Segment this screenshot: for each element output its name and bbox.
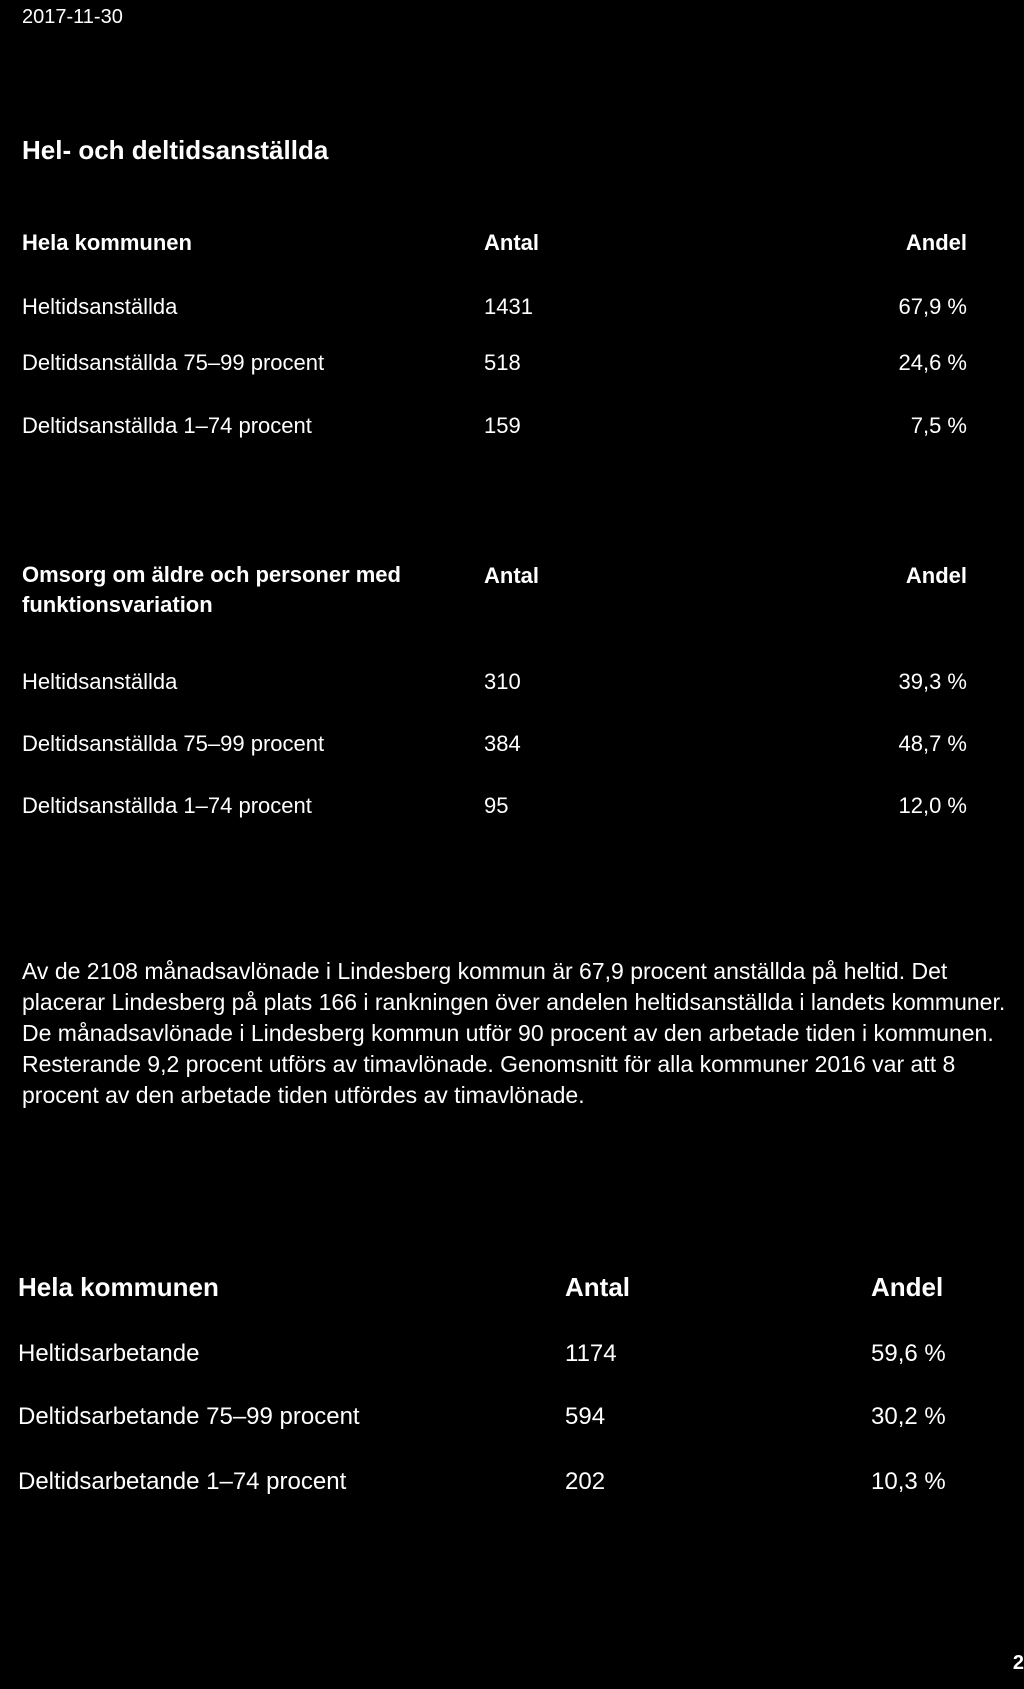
row-count: 1174 — [565, 1340, 617, 1367]
table-header-label: Hela kommunen — [22, 230, 192, 255]
row-label: Deltidsanställda 1–74 procent — [22, 793, 312, 818]
table-header-count: Antal — [484, 563, 539, 588]
row-share: 7,5 % — [910, 413, 967, 438]
row-share: 48,7 % — [898, 731, 967, 756]
row-share: 59,6 % — [871, 1340, 946, 1367]
table-header-share: Andel — [871, 1272, 944, 1302]
row-label: Heltidsanställda — [22, 294, 178, 319]
row-label: Deltidsanställda 1–74 procent — [22, 413, 312, 438]
paragraph-timavlonade: De månadsavlönade i Lindesberg kommun utför 90 procent av den arbetade tiden i kommunen. Resterande 9,2 procent utförs av timavlönade. Genomsnitt för alla kommuner 2016 var att 8 procent av den arbetade tiden utfördes av timavlönade. — [22, 1020, 994, 1108]
row-count: 310 — [484, 669, 521, 694]
table-header-label: Omsorg om äldre och personer med funktionsvariation — [22, 562, 401, 617]
row-label: Deltidsarbetande 75–99 procent — [18, 1403, 360, 1430]
row-count: 1431 — [484, 294, 533, 319]
page-number: 2 — [1012, 1652, 1024, 1674]
table-header-share: Andel — [905, 563, 967, 588]
row-share: 67,9 % — [898, 294, 967, 319]
document-date: 2017-11-30 — [22, 6, 123, 28]
row-count: 159 — [484, 413, 521, 438]
row-share: 39,3 % — [898, 669, 967, 694]
row-count: 594 — [565, 1403, 606, 1430]
row-share: 10,3 % — [871, 1468, 946, 1495]
page-title: Hel- och deltidsanställda — [22, 135, 329, 165]
table-header-share: Andel — [905, 230, 967, 255]
row-share: 24,6 % — [898, 350, 967, 375]
body-text — [22, 956, 1012, 1111]
row-count: 202 — [565, 1468, 606, 1495]
table-header-count: Antal — [484, 230, 539, 255]
row-count: 95 — [484, 793, 509, 818]
row-label: Deltidsanställda 75–99 procent — [22, 350, 325, 375]
row-share: 12,0 % — [898, 793, 967, 818]
row-label: Heltidsarbetande — [18, 1340, 200, 1367]
row-label: Deltidsanställda 75–99 procent — [22, 731, 325, 756]
row-count: 518 — [484, 350, 521, 375]
paragraph-heltid: Av de 2108 månadsavlönade i Lindesberg kommun är 67,9 procent anställda på heltid. Det placerar Lindesberg på plats 166 i rankningen över andelen heltidsanställda i landets kommuner. — [22, 958, 1006, 1015]
table-header-label: Hela kommunen — [18, 1272, 219, 1302]
row-count: 384 — [484, 731, 521, 756]
row-label: Heltidsanställda — [22, 669, 178, 694]
table-header-count: Antal — [565, 1272, 630, 1302]
row-label: Deltidsarbetande 1–74 procent — [18, 1468, 347, 1495]
row-share: 30,2 % — [871, 1403, 946, 1430]
